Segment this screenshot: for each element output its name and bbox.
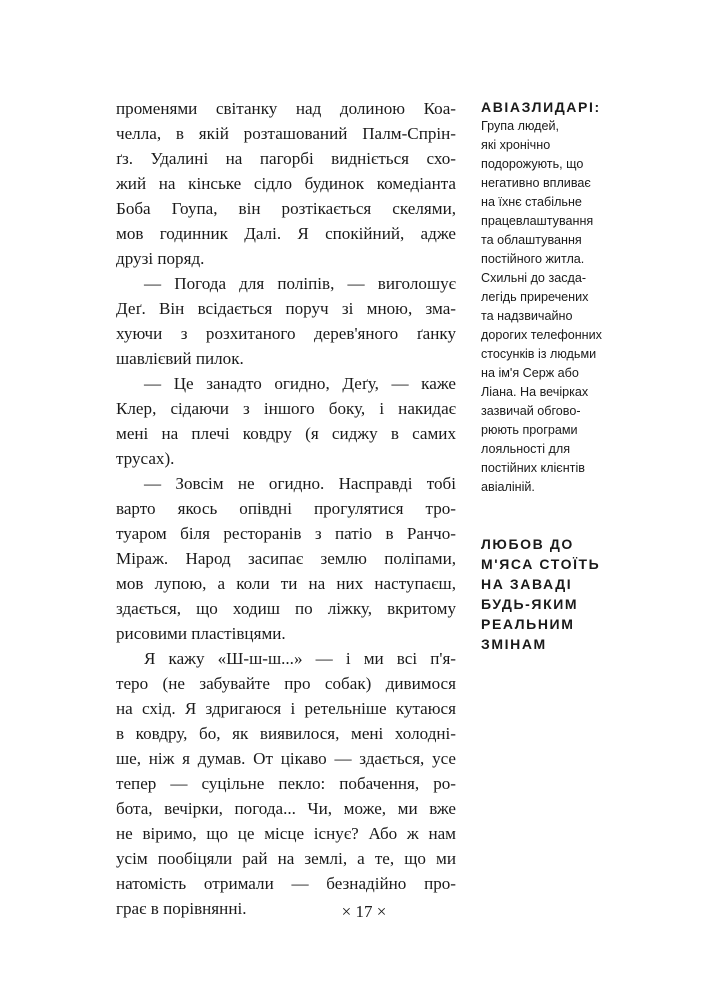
- text-line: — Це занадто огидно, Деґу, — каже: [144, 374, 456, 393]
- main-text-column: [116, 96, 456, 921]
- quote-line: М'ЯСА СТОЇТЬ: [481, 556, 601, 572]
- text-line: Клер, сідаючи з іншого боку, і накидає: [116, 399, 456, 418]
- sidebar-term: АВІАЗЛИДАРІ:: [481, 99, 601, 115]
- sidebar-pull-quote: [481, 534, 631, 654]
- definition-line: та надзвичайно: [481, 309, 573, 323]
- text-line: Боба Гоупа, він розтікається скелями,: [116, 199, 456, 218]
- definition-line: негативно впливає: [481, 176, 591, 190]
- definition-line: дорогих телефонних: [481, 328, 602, 342]
- text-line: натомість отримали — безнадійно про-: [116, 874, 456, 893]
- definition-line: зазвичай обгово-: [481, 404, 581, 418]
- definition-line: лояльності для: [481, 442, 571, 456]
- definition-line: та облаштування: [481, 233, 582, 247]
- quote-line: НА ЗАВАДІ: [481, 576, 573, 592]
- definition-line: на ім'я Серж або: [481, 366, 579, 380]
- quote-line: БУДЬ-ЯКИМ: [481, 596, 579, 612]
- page-number: × 17 ×: [341, 902, 387, 921]
- text-line: Міраж. Народ засипає землю поліпами,: [116, 549, 456, 568]
- quote-line: ЗМІНАМ: [481, 636, 547, 652]
- text-line: туаром біля ресторанів з патіо в Ранчо-: [116, 524, 456, 543]
- definition-line: постійного житла.: [481, 252, 585, 266]
- definition-line: авіаліній.: [481, 480, 535, 494]
- sidebar-definition: [481, 97, 631, 654]
- text-line: Я кажу «Ш-ш-ш...» — і ми всі п'я-: [144, 649, 456, 668]
- text-line: трусах).: [116, 449, 175, 468]
- text-line: усім пообіцяли рай на землі, а те, що ми: [116, 849, 456, 868]
- text-line: ше, ніж я думав. От цікаво — здається, усе: [116, 749, 456, 768]
- text-line: варто якось опівдні прогулятися тро-: [116, 499, 456, 518]
- text-line: здається, що ходиш по ліжку, вкритому: [116, 599, 456, 618]
- text-line: на схід. Я здригаюся і ретельніше кутаюся: [116, 699, 456, 718]
- definition-line: стосунків із людьми: [481, 347, 597, 361]
- text-line: — Зовсім не огидно. Насправді тобі: [144, 474, 456, 493]
- text-line: шавлієвий пилок.: [116, 349, 244, 368]
- definition-line: працевлаштування: [481, 214, 594, 228]
- text-line: мов лупою, а коли ти на них наступаєш,: [116, 574, 456, 593]
- definition-line: рюють програми: [481, 423, 578, 437]
- text-line: теро (не забувайте про собак) дивимося: [116, 674, 456, 693]
- definition-line: Схильні до засда-: [481, 271, 587, 285]
- definition-line: легідь приречених: [481, 290, 589, 304]
- definition-line: подорожують, що: [481, 157, 584, 171]
- text-line: хуючи з розхитаного дерев'яного ґанку: [116, 324, 456, 343]
- definition-line: на їхнє стабільне: [481, 195, 582, 209]
- definition-line: Ліана. На вечірках: [481, 385, 589, 399]
- text-line: мені на плечі ковдру (я сиджу в самих: [116, 424, 456, 443]
- text-line: не віримо, що це місце існує? Або ж нам: [116, 824, 456, 843]
- text-line: ґз. Удалині на пагорбі видніється схо-: [116, 149, 456, 168]
- text-line: челла, в якій розташований Палм-Спрін-: [116, 124, 456, 143]
- sidebar-definition-text: [481, 117, 631, 497]
- text-line: в ковдру, бо, як виявилося, мені холодні-: [116, 724, 456, 743]
- text-line: Деґ. Він всідається поруч зі мною, зма-: [116, 299, 456, 318]
- definition-line: Група людей,: [481, 119, 559, 133]
- text-line: грає в порівнянні.: [116, 899, 247, 918]
- text-line: — Погода для поліпів, — виголошує: [144, 274, 456, 293]
- quote-line: ЛЮБОВ ДО: [481, 536, 574, 552]
- text-line: друзі поряд.: [116, 249, 205, 268]
- text-line: тепер — суцільне пекло: побачення, ро-: [116, 774, 456, 793]
- quote-line: РЕАЛЬНИМ: [481, 616, 575, 632]
- definition-line: які хронічно: [481, 138, 551, 152]
- definition-line: постійних клієнтів: [481, 461, 585, 475]
- text-line: рисовими пластівцями.: [116, 624, 286, 643]
- text-line: мов годинник Далі. Я спокійний, адже: [116, 224, 456, 243]
- text-line: жий на кінське сідло будинок комедіанта: [116, 174, 456, 193]
- text-line: бота, вечірки, погода... Чи, може, ми вже: [116, 799, 456, 818]
- text-line: променями світанку над долиною Коа-: [116, 99, 456, 118]
